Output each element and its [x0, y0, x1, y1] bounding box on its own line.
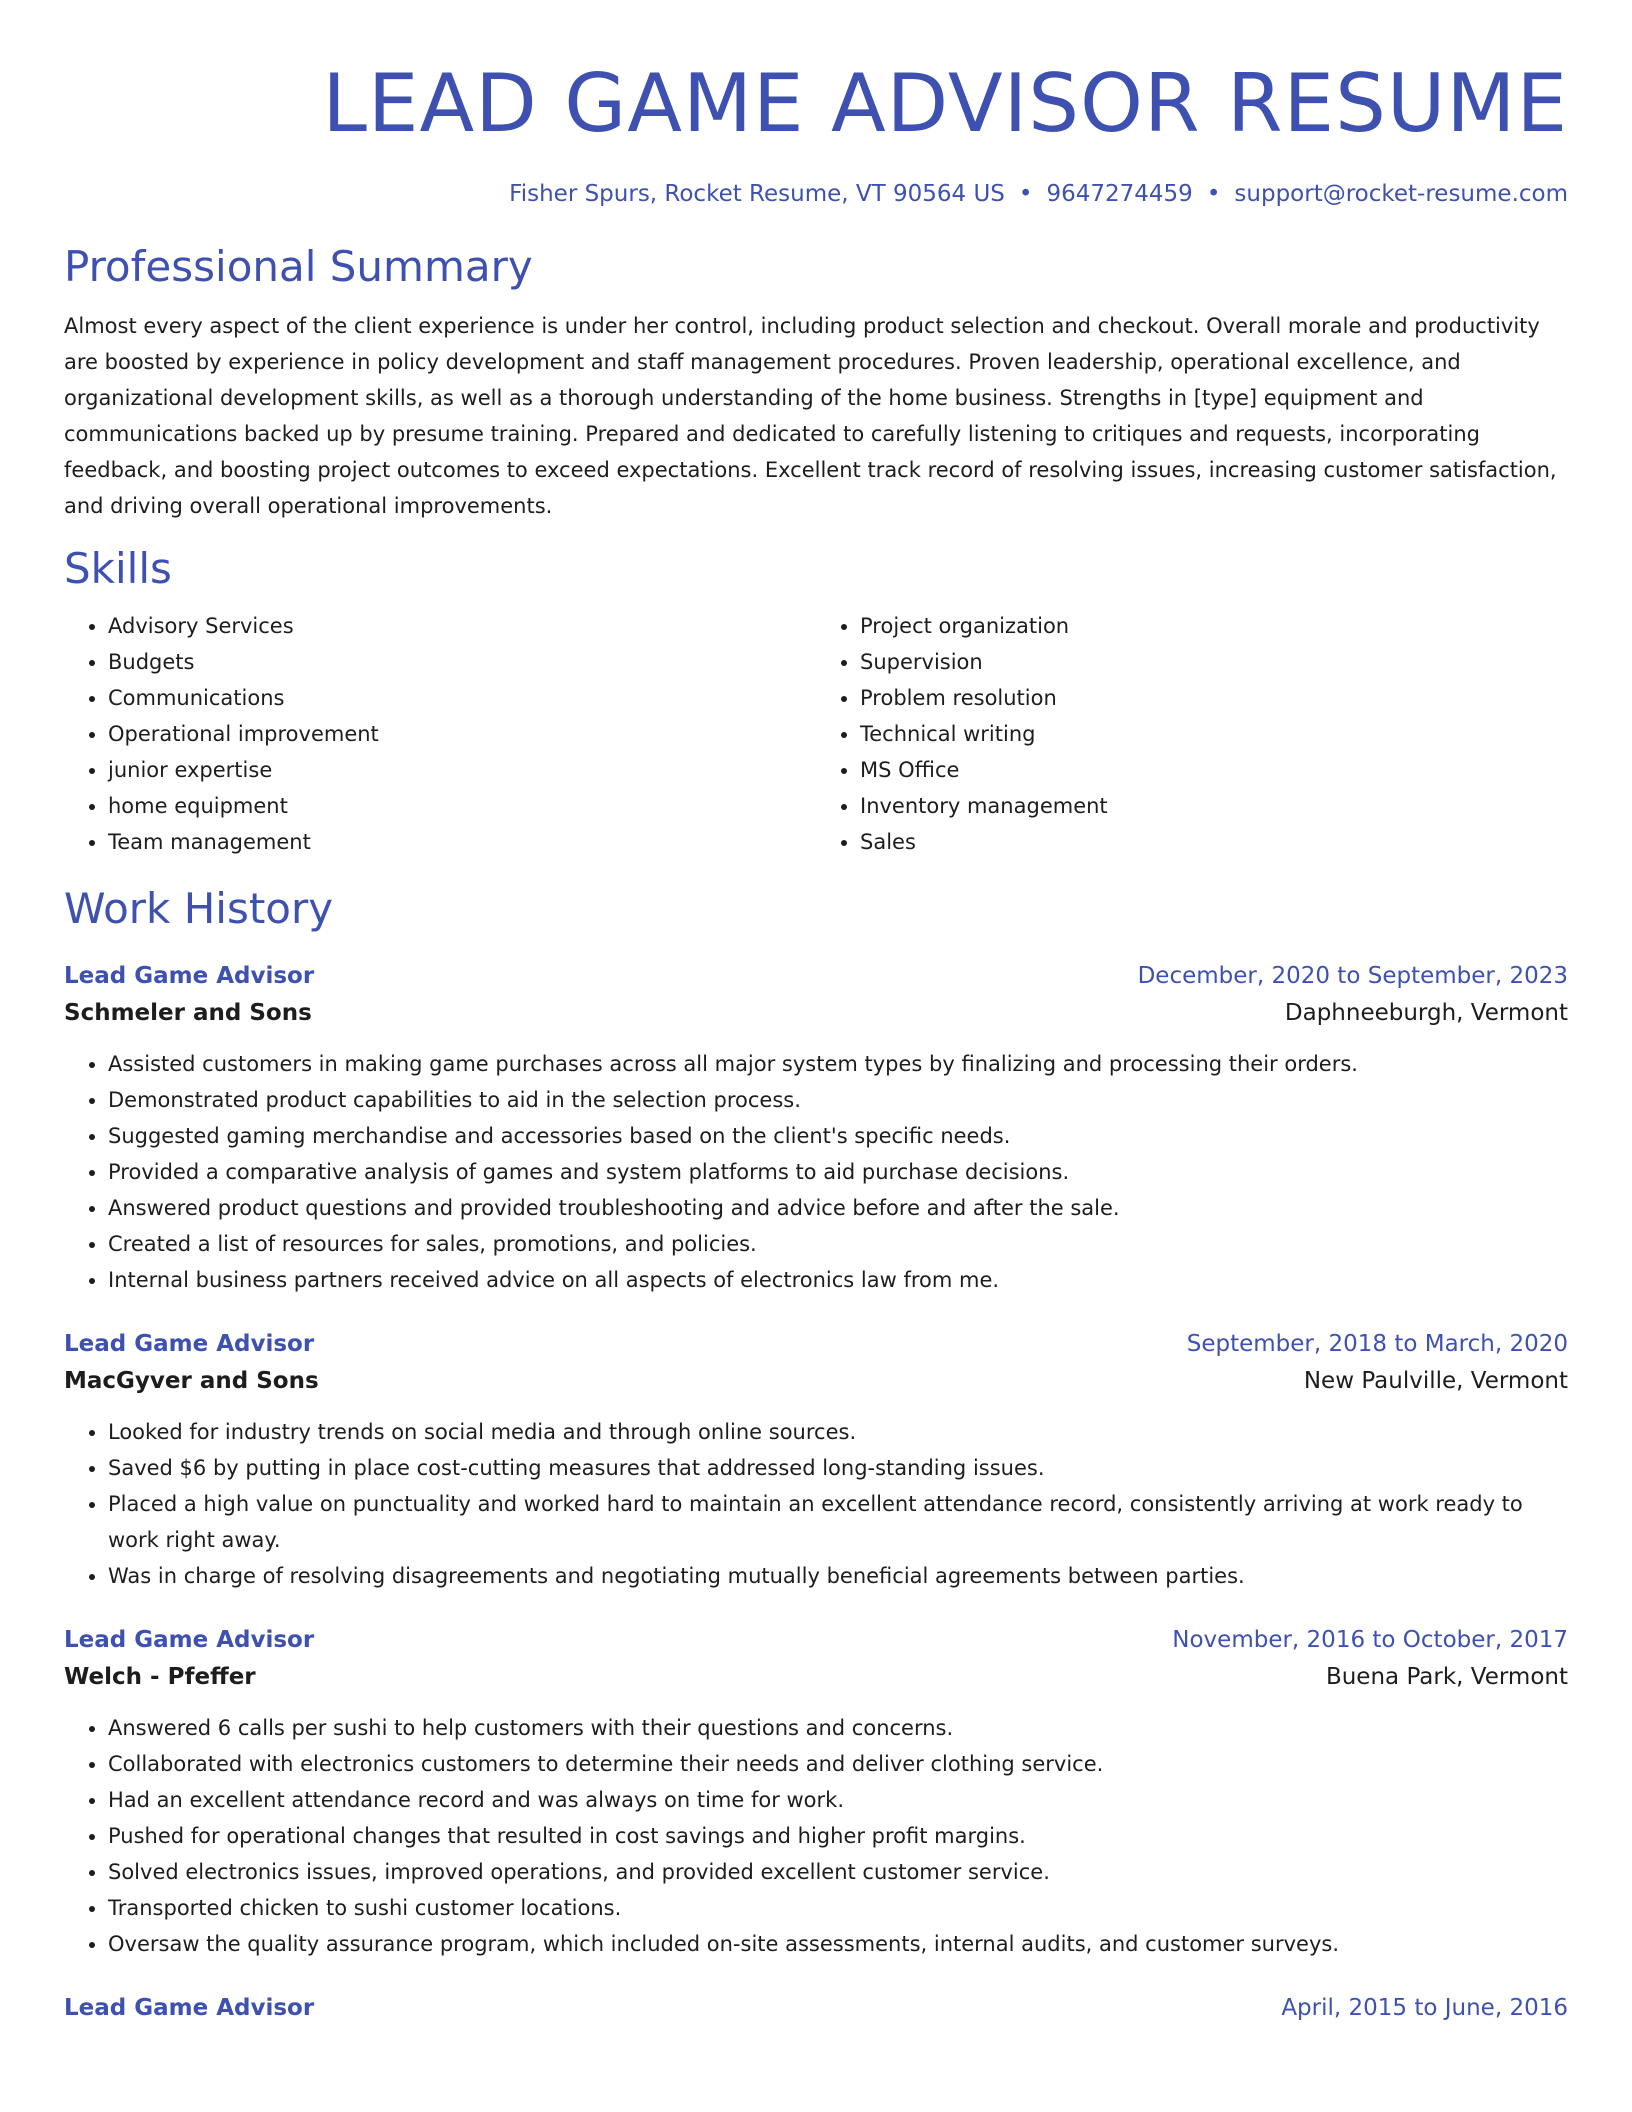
contact-line: [64, 178, 1568, 210]
skill-item: • Advisory Services: [108, 608, 816, 644]
job-bullet: • Answered 6 calls per sushi to help customers with their questions and concerns.: [108, 1710, 1568, 1746]
contact-email[interactable]: support@rocket-resume.com: [1234, 181, 1568, 207]
skill-item: • Communications: [108, 680, 816, 716]
skill-item: • Team management: [108, 824, 816, 860]
job-title: Lead Game Advisor: [64, 1627, 315, 1653]
job-bullet: • Placed a high value on punctuality and worked hard to maintain an excellent attendance record, consistently arriving at work ready to work right away.: [108, 1486, 1568, 1558]
skill-item: • Inventory management: [860, 788, 1568, 824]
job-bullet: • Looked for industry trends on social media and through online sources.: [108, 1414, 1568, 1450]
section-heading-summary: Professional Summary: [64, 242, 533, 291]
skill-item: • Project organization: [860, 608, 1568, 644]
job-company-row: [64, 1362, 1568, 1400]
skill-item: • junior expertise: [108, 752, 816, 788]
job-bullet: • Internal business partners received advice on all aspects of electronics law from me.: [108, 1262, 1568, 1298]
contact-separator: •: [1018, 181, 1033, 207]
skill-item: • Supervision: [860, 644, 1568, 680]
professional-summary-section: [64, 240, 1568, 524]
job-company: Welch - Pfeffer: [64, 1664, 256, 1690]
job-dates: April, 2015 to June, 2016: [1281, 1995, 1568, 2021]
job-bullet: • Answered product questions and provided troubleshooting and advice before and after the sale.: [108, 1190, 1568, 1226]
contact-phone: 9647274459: [1046, 181, 1193, 207]
job-bullet: • Created a list of resources for sales, promotions, and policies.: [108, 1226, 1568, 1262]
job-company-row: [64, 1658, 1568, 1696]
skill-item: • Budgets: [108, 644, 816, 680]
job-location: Daphneeburgh, Vermont: [1284, 1000, 1568, 1026]
skill-item: • Technical writing: [860, 716, 1568, 752]
summary-text: Almost every aspect of the client experience is under her control, including product selection and checkout. Overall morale and productivity are boosted by experience in policy development and staff management procedures. Proven leadership, operational excellence, and organizational development skills, as well as a thorough understanding of the home business. Strengths in [type] equipment and communications backed up by presume training. Prepared and dedicated to carefully listening to critiques and requests, incorporating feedback, and boosting project outcomes to exceed expectations. Excellent track record of resolving issues, increasing customer satisfaction, and driving overall operational improvements.: [64, 314, 1557, 518]
job-entry: [64, 958, 1568, 1298]
job-dates: December, 2020 to September, 2023: [1137, 963, 1568, 989]
job-entry: [64, 1622, 1568, 1962]
contact-address: Fisher Spurs, Rocket Resume, VT 90564 US: [509, 181, 1005, 207]
contact-separator: •: [1206, 181, 1221, 207]
resume-header: [64, 52, 1568, 210]
job-entry: [64, 1326, 1568, 1594]
job-location: Buena Park, Vermont: [1325, 1664, 1568, 1690]
job-company: Schmeler and Sons: [64, 1000, 312, 1026]
job-dates: September, 2018 to March, 2020: [1186, 1331, 1568, 1357]
job-title-row: [64, 958, 1568, 994]
job-bullet: • Had an excellent attendance record and was always on time for work.: [108, 1782, 1568, 1818]
job-bullet: • Pushed for operational changes that resulted in cost savings and higher profit margins.: [108, 1818, 1568, 1854]
job-bullet: • Saved $6 by putting in place cost-cutting measures that addressed long-standing issues.: [108, 1450, 1568, 1486]
skill-item: • Operational improvement: [108, 716, 816, 752]
work-history-section: [64, 882, 1568, 2026]
job-title-row: [64, 1990, 1568, 2026]
job-bullet: • Suggested gaming merchandise and accessories based on the client's specific needs.: [108, 1118, 1568, 1154]
job-title: Lead Game Advisor: [64, 1995, 315, 2021]
skill-item: • home equipment: [108, 788, 816, 824]
job-title-row: [64, 1326, 1568, 1362]
job-bullet: • Demonstrated product capabilities to aid in the selection process.: [108, 1082, 1568, 1118]
job-bullets: [64, 1414, 1568, 1594]
job-company-row: [64, 994, 1568, 1032]
job-bullet: • Was in charge of resolving disagreements and negotiating mutually beneficial agreements between parties.: [108, 1558, 1568, 1594]
job-entry: [64, 1990, 1568, 2026]
job-bullet: • Provided a comparative analysis of games and system platforms to aid purchase decisions.: [108, 1154, 1568, 1190]
resume-title: LEAD GAME ADVISOR RESUME: [322, 57, 1568, 150]
job-title: Lead Game Advisor: [64, 963, 315, 989]
job-bullets: [64, 1046, 1568, 1298]
skill-item: • Problem resolution: [860, 680, 1568, 716]
section-heading-skills: Skills: [64, 544, 172, 593]
skill-item: • MS Office: [860, 752, 1568, 788]
job-location: New Paulville, Vermont: [1303, 1368, 1568, 1394]
job-dates: November, 2016 to October, 2017: [1172, 1627, 1568, 1653]
job-bullets: [64, 1710, 1568, 1962]
job-bullet: • Oversaw the quality assurance program, which included on-site assessments, internal audits, and customer surveys.: [108, 1926, 1568, 1962]
job-title-row: [64, 1622, 1568, 1658]
job-bullet: • Collaborated with electronics customers to determine their needs and deliver clothing service.: [108, 1746, 1568, 1782]
skills-list-left: [64, 608, 816, 860]
job-bullet: • Transported chicken to sushi customer locations.: [108, 1890, 1568, 1926]
job-company: MacGyver and Sons: [64, 1368, 319, 1394]
skill-item: • Sales: [860, 824, 1568, 860]
section-heading-work-history: Work History: [64, 884, 334, 933]
skills-section: [64, 542, 1568, 860]
skills-list-right: [816, 608, 1568, 860]
skills-columns: [64, 608, 1568, 860]
job-title: Lead Game Advisor: [64, 1331, 315, 1357]
job-bullet: • Assisted customers in making game purchases across all major system types by finalizing and processing their orders.: [108, 1046, 1568, 1082]
job-bullet: • Solved electronics issues, improved operations, and provided excellent customer service.: [108, 1854, 1568, 1890]
